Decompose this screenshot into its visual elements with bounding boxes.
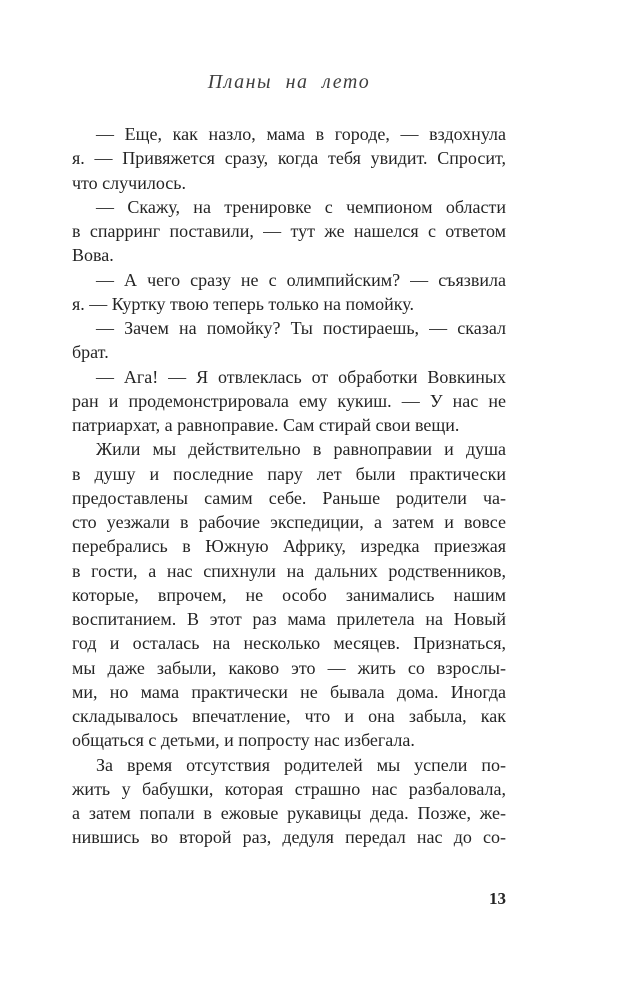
text-line: в душу и последние пару лет были практически (72, 463, 506, 484)
text-line: мы даже забыли, каково это — жить со взрослы- (72, 657, 506, 678)
text-line: жить у бабушки, которая страшно нас разбаловала, (72, 778, 506, 799)
text-line: которые, впрочем, не особо занимались нашим (72, 584, 506, 605)
text-line: За время отсутствия родителей мы успели по- (96, 754, 506, 775)
text-line: общаться с детьми, и попросту нас избегала. (72, 730, 415, 751)
text-line: Жили мы действительно в равноправии и душа (96, 439, 506, 460)
text-line: воспитанием. В этот раз мама прилетела на Новый (72, 609, 506, 629)
running-header: Планы на лето (207, 71, 371, 93)
text-line: патриархат, а равноправие. Сам стирай свои вещи. (72, 415, 460, 435)
text-line: — А чего сразу не с олимпийским? — съязвила (96, 269, 506, 290)
text-line: я. — Привяжется сразу, когда тебя увидит. Спросит, (72, 148, 506, 169)
page-number: 13 (489, 889, 506, 908)
text-line: — Зачем на помойку? Ты постираешь, — сказал (96, 318, 506, 338)
text-line: в спарринг поставили, — тут же нашелся с ответом (72, 221, 506, 241)
text-line: сто уезжали в рабочие экспедиции, а затем и вовсе (72, 512, 506, 532)
text-line: перебрались в Южную Африку, изредка приезжая (72, 536, 506, 557)
text-line: я. — Куртку твою теперь только на помойку. (72, 293, 414, 314)
text-line: предоставлены самим себе. Раньше родители ча- (72, 487, 506, 508)
text-line: в гости, а нас спихнули на дальних родственников, (72, 560, 506, 581)
page-body (72, 122, 506, 850)
text-line: год и осталась на несколько месяцев. Признаться, (72, 633, 506, 654)
text-line: ран и продемонстрировала ему кукиш. — У нас не (72, 390, 506, 411)
text-line: брат. (72, 342, 109, 363)
text-line: складывалось впечатление, что и она забыла, как (72, 706, 506, 726)
text-line: — Ага! — Я отвлеклась от обработки Вовкиных (96, 366, 506, 387)
text-line: а затем попали в ежовые рукавицы деда. Позже, же- (72, 803, 506, 823)
text-line: Вова. (72, 245, 114, 266)
text-line: что случилось. (72, 172, 186, 193)
text-line: — Скажу, на тренировке с чемпионом области (96, 196, 506, 217)
text-line: ми, но мама практически не бывала дома. Иногда (72, 681, 506, 702)
text-line: нившись во второй раз, дедуля передал нас до со- (72, 827, 506, 848)
text-line: — Еще, как назло, мама в городе, — вздохнула (96, 124, 506, 144)
